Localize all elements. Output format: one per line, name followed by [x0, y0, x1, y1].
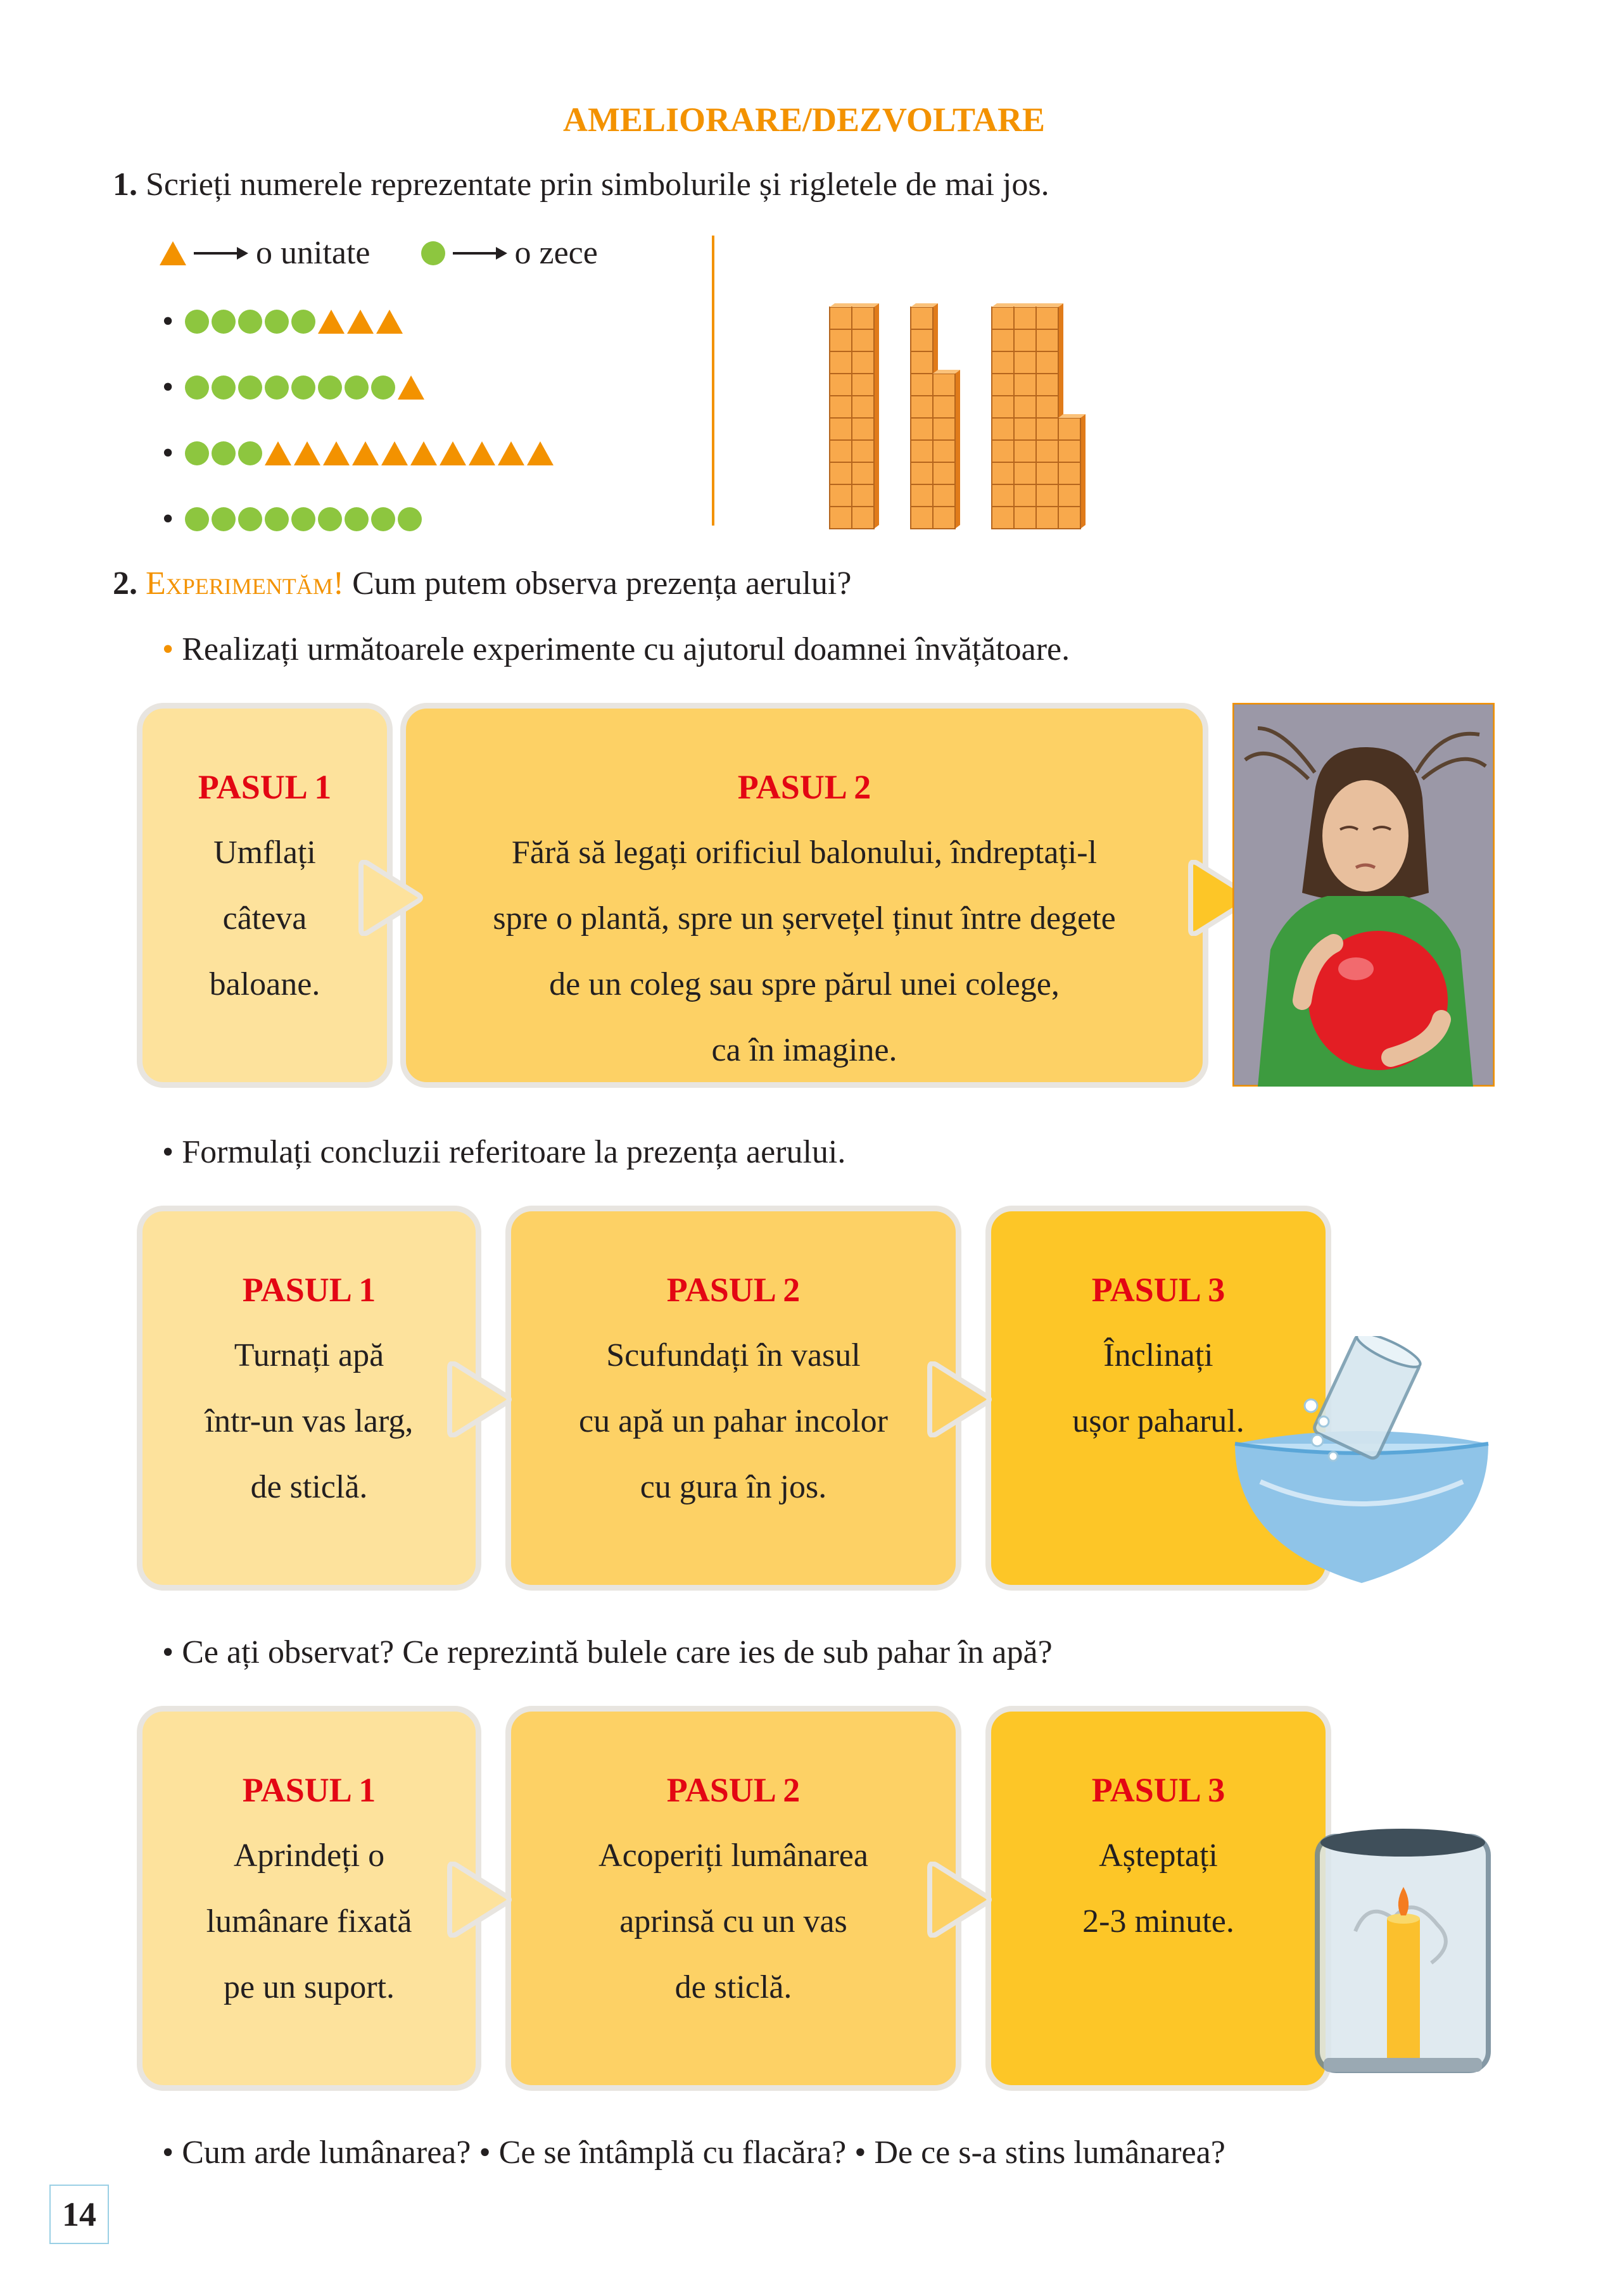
water-bowl-glass-illustration [1222, 1336, 1501, 1589]
chevron-right-icon [923, 1862, 993, 1938]
step-title: PASUL 1 [242, 1271, 376, 1309]
orange-triangle-icon [376, 310, 403, 334]
legend [160, 234, 598, 272]
orange-triangle-icon [323, 441, 350, 465]
green-circle-icon [318, 375, 342, 400]
exercise-2-statement [113, 565, 851, 602]
green-circle-icon [265, 375, 289, 400]
symbol-row [162, 434, 554, 472]
orange-triangle-icon [469, 441, 495, 465]
bullet-4-text: Cum arde lumânarea? • Ce se întâmplă cu flacăra? • De ce s-a stins lumânarea? [182, 2135, 1225, 2171]
step-title: PASUL 3 [1091, 1771, 1225, 1809]
green-circle-icon [212, 375, 236, 400]
chevron-right-icon [443, 1862, 513, 1938]
step-line: baloane. [209, 966, 320, 1002]
bullet-instruction-2: • Formulați concluzii referitoare la prezența aerului. [162, 1134, 846, 1170]
step-line: Înclinați [1103, 1337, 1213, 1373]
orange-triangle-icon [381, 441, 408, 465]
step-line: cu gura în jos. [640, 1469, 827, 1505]
bullet-instruction-4: • Cum arde lumânarea? • Ce se întâmplă cu flacăra? • De ce s-a stins lumânarea? [162, 2135, 1225, 2171]
orange-triangle-icon [347, 310, 374, 334]
green-circle-icon [212, 310, 236, 334]
green-circle-icon [238, 507, 262, 531]
ten-rod [852, 303, 879, 529]
step-line: Așteptați [1099, 1838, 1218, 1874]
green-circle-icon [238, 375, 262, 400]
green-circle-icon [185, 375, 209, 400]
step-line: într-un vas larg, [205, 1403, 414, 1439]
symbol-row [162, 500, 422, 538]
step-title: PASUL 3 [1091, 1271, 1225, 1309]
bullet-point: • [162, 435, 174, 471]
orange-triangle-icon [498, 441, 524, 465]
step-line: pe un suport. [223, 1969, 395, 2005]
step-line: de un coleg sau spre părul unei colege, [549, 966, 1060, 1002]
green-circle-icon [212, 507, 236, 531]
step-title: PASUL 1 [198, 768, 332, 806]
green-circle-icon [265, 310, 289, 334]
exercise-2-question: Cum putem observa prezența aerului? [352, 565, 852, 602]
step-line: ca în imagine. [711, 1032, 897, 1068]
row3-step1-card [137, 1706, 481, 2091]
green-circle-icon [398, 507, 422, 531]
exercise-1-number: 1. [113, 167, 137, 203]
green-circle-icon [345, 375, 369, 400]
step-title: PASUL 1 [242, 1771, 376, 1809]
orange-triangle-icon [527, 441, 554, 465]
orange-triangle-icon [440, 441, 466, 465]
step-line: Turnați apă [234, 1337, 384, 1373]
bullet-point: • [162, 303, 174, 339]
orange-triangle-icon [318, 310, 345, 334]
chevron-right-icon [355, 860, 424, 936]
chevron-right-icon [443, 1361, 513, 1437]
green-circle-icon [212, 441, 236, 465]
step-line: 2-3 minute. [1082, 1903, 1234, 1940]
unit-stack [1058, 414, 1086, 529]
green-circle-icon [291, 507, 315, 531]
chevron-right-icon [923, 1361, 993, 1437]
bullet-point: • [162, 369, 174, 405]
step-line: Acoperiți lumânarea [598, 1838, 868, 1874]
divider-line [712, 236, 714, 526]
green-circle-icon [291, 375, 315, 400]
place-value-blocks [823, 298, 1229, 532]
triangle-unit-icon [160, 241, 186, 265]
orange-triangle-icon [294, 441, 320, 465]
candle-jar-illustration [1305, 1824, 1507, 2090]
unit-stack [933, 370, 960, 529]
step-line: lumânare fixată [206, 1903, 412, 1940]
bullet-2-text: Formulați concluzii referitoare la prezența aerului. [182, 1134, 846, 1170]
green-circle-icon [371, 375, 395, 400]
step-title: PASUL 2 [666, 1271, 801, 1309]
step-line: spre o plantă, spre un șervețel ținut între degete [493, 900, 1116, 937]
legend-unit-label: o unitate [256, 235, 370, 271]
step-line: Aprindeți o [233, 1838, 385, 1874]
green-circle-icon [318, 507, 342, 531]
bullet-instruction-3: • Ce ați observat? Ce reprezintă bulele care ies de sub pahar în apă? [162, 1634, 1053, 1670]
step-line: de sticlă. [674, 1969, 792, 2005]
page-number: 14 [49, 2185, 109, 2244]
green-circle-icon [371, 507, 395, 531]
bullet-1-text: Realizați următoarele experimente cu ajutorul doamnei învățătoare. [182, 631, 1070, 667]
exercise-1-statement [113, 166, 1049, 203]
row1-step2-card [400, 703, 1208, 1088]
green-circle-icon [238, 310, 262, 334]
green-circle-icon [185, 441, 209, 465]
step-title: PASUL 2 [666, 1771, 801, 1809]
row3-step2-card [505, 1706, 961, 2091]
row2-step1-card [137, 1206, 481, 1591]
bullet-point: • [162, 501, 174, 537]
experiment-label: Experimentăm! [146, 565, 345, 602]
step-line: cu apă un pahar incolor [578, 1403, 888, 1439]
orange-triangle-icon [398, 375, 424, 400]
step-line: ușor paharul. [1072, 1403, 1244, 1439]
orange-triangle-icon [410, 441, 437, 465]
step-line: câteva [222, 900, 307, 937]
green-circle-icon [185, 507, 209, 531]
row3-step3-card [985, 1706, 1331, 2091]
exercise-1-text: Scrieți numerele reprezentate prin simbolurile și rigletele de mai jos. [146, 167, 1049, 203]
green-circle-icon [185, 310, 209, 334]
step-line: Fără să legați orificiul balonului, îndreptați-l [511, 835, 1098, 871]
section-heading: AMELIORARE/DEZVOLTARE [562, 101, 1046, 139]
arrow-right-icon [193, 244, 250, 263]
green-circle-icon [291, 310, 315, 334]
row2-step2-card [505, 1206, 961, 1591]
exercise-2-number: 2. [113, 565, 137, 602]
bullet-instruction-1: • Realizați următoarele experimente cu ajutorul doamnei învățătoare. [162, 631, 1070, 667]
step-line: de sticlă. [250, 1469, 368, 1505]
girl-balloon-photo [1232, 703, 1495, 1087]
bullet-3-text: Ce ați observat? Ce reprezintă bulele care ies de sub pahar în apă? [182, 1634, 1053, 1670]
orange-triangle-icon [265, 441, 291, 465]
green-circle-icon [345, 507, 369, 531]
step-line: aprinsă cu un vas [619, 1903, 847, 1940]
step-line: Scufundați în vasul [606, 1337, 861, 1373]
step-title: PASUL 2 [737, 768, 871, 806]
step-line: Umflați [213, 835, 316, 871]
symbol-row [162, 303, 403, 340]
orange-triangle-icon [352, 441, 379, 465]
green-circle-icon [238, 441, 262, 465]
arrow-right-icon [452, 244, 509, 263]
legend-ten-label: o zece [514, 235, 598, 271]
symbol-row [162, 369, 424, 406]
circle-ten-icon [421, 241, 445, 265]
green-circle-icon [265, 507, 289, 531]
